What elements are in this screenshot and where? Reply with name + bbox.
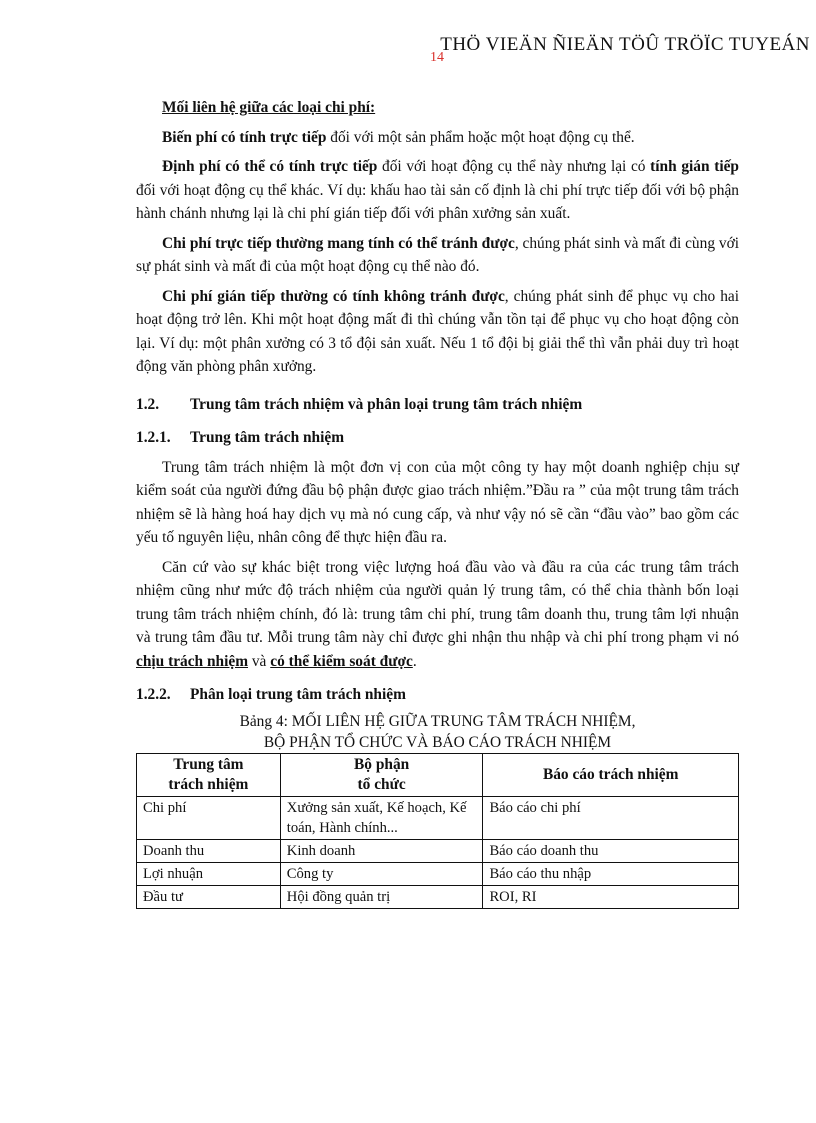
intro-p4-bold: Chi phí gián tiếp thường có tính không tránh được	[162, 287, 505, 305]
header-organization-unit	[280, 753, 483, 796]
cell-dept: Công ty	[280, 862, 483, 885]
header-responsibility-report: Báo cáo trách nhiệm	[483, 753, 739, 796]
table-row	[137, 796, 739, 839]
section-1-2-1-number: 1.2.1.	[136, 429, 171, 446]
intro-p2-bold-1: Định phí có thể có tính trực tiếp	[162, 158, 378, 175]
intro-paragraph-1	[136, 126, 739, 150]
cell-dept: Xưởng sản xuất, Kế hoạch, Kế toán, Hành chính...	[280, 796, 483, 839]
intro-p3-bold: Chi phí trực tiếp thường mang tính có thể tránh được	[162, 234, 515, 252]
library-header-title: THÖ VIEÄN ÑIEÄN TÖÛ TRÖÏC TUYEÁN	[440, 34, 810, 55]
section-1-2-2-heading	[136, 683, 739, 707]
cell-center: Chi phí	[137, 796, 281, 839]
intro-p3-text: , chúng phát sinh và mất đi cùng với sự phát sinh và mất đi của một hoạt động cụ thể nào đó.	[136, 234, 739, 275]
intro-p2-text-1: đối với hoạt động cụ thể này nhưng lại có	[377, 158, 651, 175]
responsibility-table	[136, 753, 739, 909]
section-1-2-2-number: 1.2.2.	[136, 686, 171, 703]
intro-p2-text-2: đối với hoạt động cụ thể khác. Ví dụ: khấu hao tài sản cố định là chi phí trực tiếp đối với bộ phận hành chánh nhưng lại là chi phí gián tiếp đối với phân xưởng sản xuất.	[136, 181, 739, 222]
table-caption-line-1: Bảng 4: MỐI LIÊN HỆ GIỮA TRUNG TÂM TRÁCH NHIỆM,	[239, 712, 636, 730]
cell-center: Doanh thu	[137, 839, 281, 862]
document-body	[136, 96, 739, 909]
table-row	[137, 885, 739, 908]
cell-dept: Kinh doanh	[280, 839, 483, 862]
intro-p1-bold: Biến phí có tính trực tiếp	[162, 128, 327, 146]
section-1-2-1-p2-text: Căn cứ vào sự khác biệt trong việc lượng hoá đầu vào và đầu ra của các trung tâm trách nhiệm cũng như mức độ trách nhiệm của người quản lý trung tâm, có thể chia thành bốn loại trung tâm trách nhiệm chính, đó là: trung tâm chi phí, trung tâm doanh thu, trung tâm lợi nhuận và trung tâm đầu tư. Mỗi trung tâm này chỉ được ghi nhận thu nhập và chi phí trong phạm vi nó	[136, 558, 739, 646]
table-row	[137, 839, 739, 862]
header-col2-line1: Bộ phận	[354, 755, 410, 773]
section-1-2-1-paragraph-1: Trung tâm trách nhiệm là một đơn vị con của một công ty hay một doanh nghiệp chịu sự kiểm soát của người đứng đầu bộ phận được giao trách nhiệm.”Đầu ra ” của một trung tâm trách nhiệm sẽ là hàng hoá hay dịch vụ mà nó cung cấp, và như vậy nó sẽ cần “đầu vào” bao gồm các yếu tố nguyên liệu, nhân công để thực hiện đầu ra.	[136, 458, 739, 546]
cell-dept: Hội đồng quản trị	[280, 885, 483, 908]
emphasis-controllable: có thể kiểm soát được	[270, 652, 413, 670]
section-1-2-title: Trung tâm trách nhiệm và phân loại trung tâm trách nhiệm	[190, 395, 583, 413]
section-1-2-heading	[136, 393, 739, 417]
intro-title: Mối liên hệ giữa các loại chi phí:	[162, 99, 376, 116]
section-1-2-1-heading	[136, 426, 739, 450]
intro-p1-text: đối với một sản phẩm hoặc một hoạt động cụ thể.	[326, 128, 635, 146]
section-1-2-1-paragraph-2	[136, 556, 739, 674]
cell-center: Đầu tư	[137, 885, 281, 908]
cell-report: Báo cáo chi phí	[483, 796, 739, 839]
intro-paragraph-3	[136, 232, 739, 279]
intro-title-paragraph	[136, 96, 739, 120]
header-col1-line2: trách nhiệm	[168, 775, 249, 793]
header-responsibility-center	[137, 753, 281, 796]
table-row	[137, 862, 739, 885]
table-caption-line-2: BỘ PHẬN TỔ CHỨC VÀ BÁO CÁO TRÁCH NHIỆM	[263, 733, 612, 751]
cell-center: Lợi nhuận	[137, 862, 281, 885]
intro-paragraph-4	[136, 285, 739, 379]
cell-report: Báo cáo thu nhập	[483, 862, 739, 885]
section-1-2-number: 1.2.	[136, 395, 160, 413]
emphasis-responsibility: chịu trách nhiệm	[136, 652, 249, 670]
section-1-2-2-title: Phân loại trung tâm trách nhiệm	[190, 686, 406, 703]
cell-report: Báo cáo doanh thu	[483, 839, 739, 862]
section-1-2-1-p2-end: .	[412, 652, 417, 670]
table-header-row	[137, 753, 739, 796]
intro-p4-text: , chúng phát sinh để phục vụ cho hai hoạt động trở lên. Khi một hoạt động mất đi thì chúng vẫn tồn tại để phục vụ cho hoạt động còn lại. Ví dụ: một phân xưởng có 3 tổ đội sản xuất. Nếu 1 tổ đội bị giải thể thì vẫn phải duy trì hoạt động văn phòng phân xưởng.	[136, 287, 739, 375]
intro-p2-bold-2: tính gián tiếp	[650, 158, 739, 175]
header-col1-line1: Trung tâm	[173, 755, 244, 773]
section-1-2-1-p2-and: và	[248, 652, 271, 670]
intro-paragraph-2	[136, 155, 739, 226]
section-1-2-1-title: Trung tâm trách nhiệm	[190, 429, 345, 446]
header-col2-line2: tổ chức	[357, 775, 406, 793]
page-number: 14	[430, 50, 444, 65]
cell-report: ROI, RI	[483, 885, 739, 908]
table-caption	[136, 711, 739, 753]
